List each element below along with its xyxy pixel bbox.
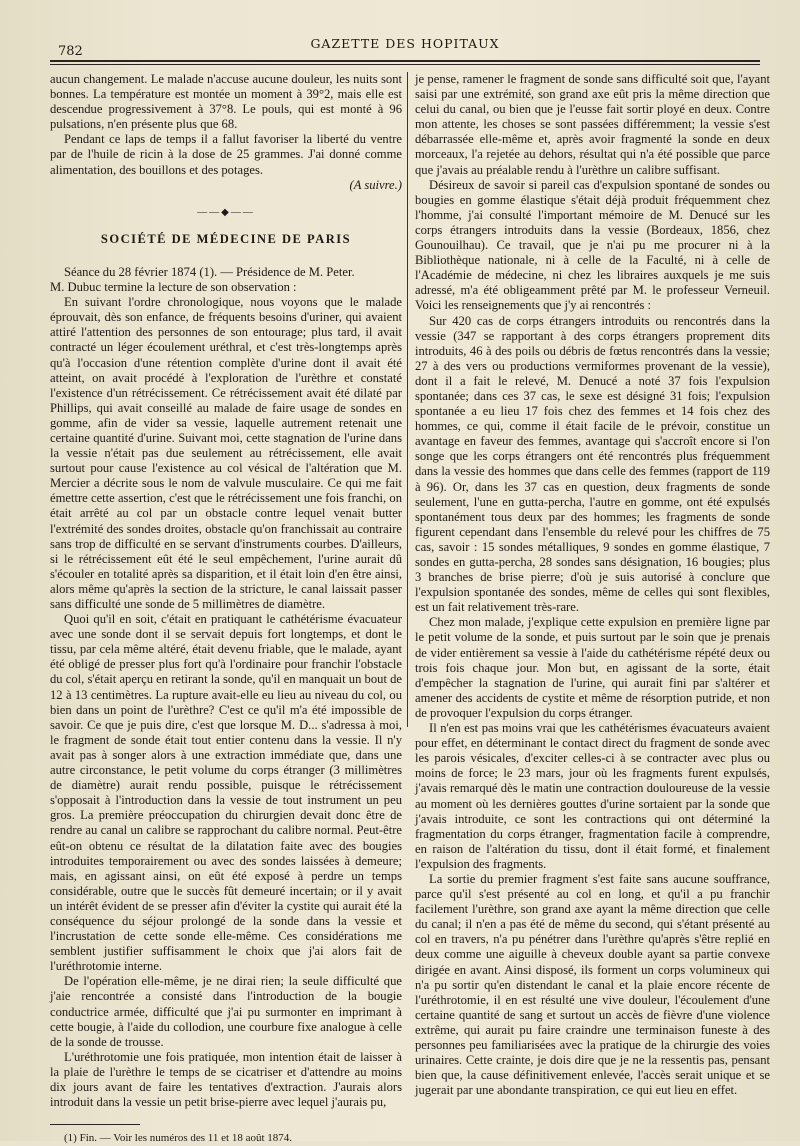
paragraph: Chez mon malade, j'explique cette expulsion en première ligne par le petit volume de la sonde, et puis surtout par le soin que je prenais de vider entièrement sa vessie à l'aide du cathétérisme répété deux ou trois fois chaque jour. Mon but, en agissant de la sorte, était d'empêcher la stagnation de l'urine, qui aurait fini par s'altérer et amener des accidents de cystite et même de résorption putride, et non de provoquer l'expulsion du corps étranger. [415, 615, 770, 720]
left-column [50, 72, 402, 1145]
section-ornament: ——◆—— [197, 206, 255, 218]
society-heading: SOCIÉTÉ DE MÉDECINE DE PARIS [100, 231, 352, 246]
right-column [415, 72, 770, 1098]
paragraph: L'uréthrotomie une fois pratiquée, mon intention était de laisser à la plaie de l'urèthre le temps de se cicatriser et d'attendre au moins dix jours avant de faire les tentatives d'extraction. J'aurais alors introduit dans la vessie un petit brise-pierre avec lequel j'aurais pu, [50, 1049, 402, 1110]
header-rule [50, 60, 760, 62]
paragraph: Sur 420 cas de corps étrangers introduits ou rencontrés dans la vessie (347 se rapportant à des corps étrangers proprement dits introduits, 46 à des poils ou débris de fœtus rencontrés dans la vessie; 27 à des vers ou productions vermiformes provenant de la vessie), dont il a fait le relevé, M. Denucé a noté 37 fois l'expulsion spontanée; dans ces 37 cas, le sexe est désigné 31 fois; l'expulsion spontanée a eu lieu 17 fois chez des femmes et 14 fois chez des hommes, ce qui, comme il était facile de le prévoir, constitue un avantage en faveur des femmes, avantage qui s'accroît encore si l'on songe que les corps étrangers ont été rencontrés plus fréquemment dans la vessie des hommes que dans celle des femmes (rapport de 119 à 96). Or, dans les 37 cas en question, deux fragments de sonde seulement, l'une en gutta-percha, l'autre en gomme, ont été expulsés spontanément tous deux par des hommes; les fragments de sonde figurent cependant dans l'ensemble du relevé pour les chiffres de 75 cas, savoir : 15 sondes métalliques, 9 sondes en gomme élastique, 7 sondes en gutta-percha, 28 sondes sans désignation, 16 bougies; plus 3 branches de brise pierre; d'où je suis autorisé à conclure que l'expulsion spontanée des sondes, même de celles qui sont flexibles, est un fait relativement très-rare. [415, 313, 770, 615]
session-line: Séance du 28 février 1874 (1). — Présidence de M. Peter. [64, 264, 355, 279]
footnote-rule [50, 1124, 140, 1125]
paragraph: La sortie du premier fragment s'est faite sans aucune souffrance, parce qu'il s'est présenté au col en long, et qu'il a pu franchir facilement l'urèthre, son grand axe ayant la même direction que celle du canal; il n'en a pas été de même du second, qui s'étant présenté au col en travers, n'a pu pénétrer dans l'urèthre qu'après s'être replié en deux comme une aiguille à cheveux double ayant sa partie convexe dirigée en avant. Ainsi disposé, ils forment un corps volumineux qui n'a pu sortir qu'en distendant le canal et la plaie encore récente de l'uréthrotomie, il en est résulté une vive douleur, l'écoulement d'une certaine quantité de sang et surtout un accès de fièvre d'une violence extrême, qui aurait pu faire craindre une terminaison funeste à des personnes peu familiarisées avec la pratique de la chirurgie des voies urinaires. Cette crainte, je dois dire que je ne la ressentis pas, pensant bien que, la cause définitivement enlevée, l'accès serait unique et se jugerait par une abondante transpiration, ce qui eut lieu en effet. [415, 871, 770, 1098]
page-header [50, 34, 760, 60]
paragraph: Quoi qu'il en soit, c'était en pratiquant le cathétérisme évacuateur avec une sonde dont il se servait depuis fort longtemps, et dont le tissu, par cela même altéré, était devenu friable, que le malade, ayant été obligé de presser plus fort qu'à l'ordinaire pour franchir l'obstacle du col, s'était aperçu en retirant la sonde, qu'il en manquait un bout de 12 à 13 centimètres. La rupture avait-elle eu lieu au niveau du col, ou bien dans un point de l'urèthre? C'est ce qu'il m'a été impossible de savoir. Ce que je puis dire, c'est que lorsque M. D... s'adressa à moi, le fragment de sonde était tout entier contenu dans la vessie. Il n'y avait pas à songer alors à une extraction immédiate que, dans une autre circonstance, le petit volume du corps étranger (3 millimètres de diamètre) aurait rendu possible, puisque le rétrécissement s'opposait à l'introduction dans la vessie de tout instrument un peu gros. La première préoccupation du chirurgien devait donc être de rendre au canal un calibre se rapprochant du calibre normal. Peut-être eût-on obtenu ce résultat de la dilatation faite avec des bougies introduites temporairement ou avec des sondes laissées à demeure; mais, en agissant ainsi, on eût été exposé à perdre un temps considérable, outre que le succès fût demeuré incertain; or il y avait un intérêt évident de se presser afin d'éviter la cystite qui aurait été la conséquence du séjour prolongé de la sonde dans la vessie et l'incrustation de cette sonde elle-même. Ces considérations me semblent justifier suffisamment le choix que j'ai alors fait de l'uréthrotomie interne. [50, 612, 402, 974]
paragraph: M. Dubuc termine la lecture de son observation : [50, 280, 297, 295]
page-number: 782 [58, 44, 83, 59]
paragraph: je pense, ramener le fragment de sonde sans difficulté soit que, l'ayant saisi par une extrémité, son grand axe eût pris la même direction que celui du canal, ou bien que je l'eusse fait sortir ployé en deux. Contre mon attente, les choses se sont passées différemment; la vessie s'est débarrassée elle-même et, après avoir fragmenté la sonde en deux morceaux, l'a rejetée au dehors, résultat qui n'a été possible que parce que j'avais au préalable rendu à l'urèthre un calibre suffisant. [415, 72, 770, 177]
header-rule-thin [50, 64, 760, 65]
footnote: (1) Fin. — Voir les numéros des 11 et 18 août 1874. [64, 1132, 293, 1145]
paragraph: De l'opération elle-même, je ne dirai rien; la seule difficulté que j'aie rencontrée a consisté dans l'introduction de la bougie conductrice armée, difficulté que j'ai pu surmonter en imprimant à cette bougie, à l'aide du collodion, une courbure fixe analogue à celle de la sonde de trousse. [50, 974, 402, 1049]
journal-title: GAZETTE DES HOPITAUX [310, 36, 500, 51]
paragraph: aucun changement. Le malade n'accuse aucune douleur, les nuits sont bonnes. La température est montée un moment à 39°2, mais elle est descendue progressivement à 37°8. Le pouls, qui est monté à 96 pulsations, n'en présente plus que 68. [50, 72, 402, 132]
paragraph: Désireux de savoir si pareil cas d'expulsion spontané de sondes ou bougies en gomme élastique s'était déjà produit fréquemment chez l'homme, j'ai consulté l'important mémoire de M. Denucé sur les corps étrangers introduits dans la vessie (Bordeaux, 1856, chez Gounouilhau). Ce travail, que je n'ai pu me procurer ni à la Bibliothèque nationale, ni à celle de la Faculté, ni à celle de l'Académie de médecine, ni chez les libraires auxquels je me suis adressé, m'a été obligeamment prêté par M. le professeur Verneuil. Voici les renseignements que j'y ai rencontrés : [415, 177, 770, 313]
to-be-continued: (A suivre.) [349, 177, 402, 192]
paragraph: Il n'en est pas moins vrai que les cathétérismes évacuateurs avaient pour effet, en déterminant le contact direct du fragment de sonde avec les parois vésicales, d'exciter celles-ci à se contracter avec plus ou moins de force; le 23 mars, jour où les fragments furent expulsés, j'avais remarqué dès le matin une contraction douloureuse de la vessie au moment où les dernières gouttes d'urine sortaient par la sonde que j'avais introduite, ce sont les contractions qui ont déterminé la fragmentation du corps étranger, fragmentation facile à comprendre, en raison de l'altération du tissu, dont il était formé, et finalement l'expulsion des fragments. [415, 721, 770, 871]
paragraph: En suivant l'ordre chronologique, nous voyons que le malade éprouvait, dès son enfance, de fréquents besoins d'uriner, qui avaient attiré l'attention des personnes de son entourage; plus tard, il avait contracté un léger écoulement uréthral, et c'est très-longtemps après qu'à l'occasion d'une rétention complète d'urine dont il avait été atteint, on avait procédé à l'exploration de l'urèthre et constaté l'existence d'un rétrécissement. Ce rétrécissement avait été dilaté par Phillips, qui avait conseillé au malade de faire usage de sondes en gomme, afin de vider sa vessie, laquelle autrement retenait une certaine quantité d'urine. Suivant moi, cette stagnation de l'urine dans la vessie n'était pas due seulement au rétrécissement, elle avait surtout pour cause l'existence au col vésical de l'altération que M. Mercier a décrite sous le nom de valvule musculaire. Ce qui me fait émettre cette assertion, c'est que le rétrécissement une fois franchi, on était arrêté au col par un obstacle contre lequel venait butter l'extrémité des sondes droites, obstacle qu'on franchissait au contraire sans trop de difficulté en se servant d'instruments courbes. D'ailleurs, si le rétrécissement eût été le seul empêchement, l'urine aurait dû s'écouler en totalité après sa disparition, et il était loin d'en être ainsi, alors même qu'après la section de la stricture, le canal laissait passer sans difficulté une sonde de 5 millimètres de diamètre. [50, 295, 402, 611]
paragraph: Pendant ce laps de temps il a fallut favoriser la liberté du ventre par de l'huile de ricin à la dose de 25 grammes. J'ai donné comme alimentation, des bouillons et des potages. [50, 132, 402, 177]
column-divider [407, 72, 408, 727]
